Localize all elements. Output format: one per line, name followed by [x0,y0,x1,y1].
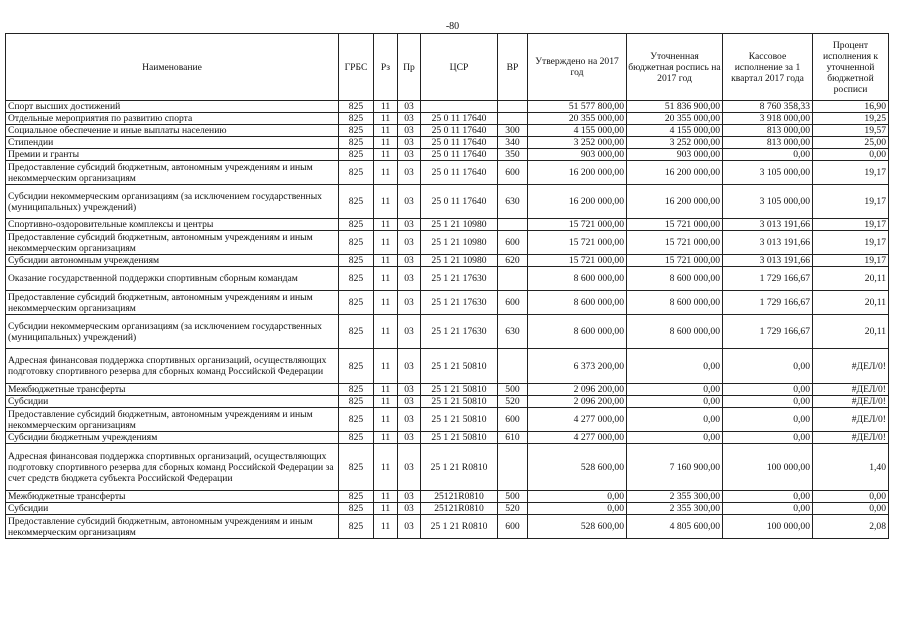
cell-approved: 15 721 000,00 [528,231,627,255]
cell-grbs: 825 [339,137,374,149]
cell-vr: 600 [498,161,528,185]
table-row [6,267,889,291]
cell-pr: 03 [398,291,421,315]
cell-rz: 11 [374,231,398,255]
cell-percent: #ДЕЛ/0! [813,384,889,396]
cell-name: Субсидии [6,396,339,408]
cell-percent: #ДЕЛ/0! [813,396,889,408]
cell-grbs: 825 [339,255,374,267]
cell-percent: 25,00 [813,137,889,149]
cell-name: Предоставление субсидий бюджетным, автономным учреждениям и иным некоммерческим организациям [6,231,339,255]
table-row [6,503,889,515]
cell-cash: 3 013 191,66 [723,255,813,267]
cell-percent: 20,11 [813,315,889,349]
cell-percent: 0,00 [813,149,889,161]
cell-pr: 03 [398,149,421,161]
cell-percent: 16,90 [813,101,889,113]
cell-cash: 0,00 [723,149,813,161]
table-row [6,444,889,491]
cell-approved: 2 096 200,00 [528,396,627,408]
cell-pr: 03 [398,113,421,125]
cell-approved: 20 355 000,00 [528,113,627,125]
cell-revised: 4 805 600,00 [627,515,723,539]
cell-approved: 8 600 000,00 [528,291,627,315]
cell-rz: 11 [374,149,398,161]
budget-table [5,33,889,539]
cell-vr: 340 [498,137,528,149]
cell-name: Субсидии бюджетным учреждениям [6,432,339,444]
table-row [6,255,889,267]
cell-name: Субсидии автономным учреждениям [6,255,339,267]
cell-cash: 3 013 191,66 [723,231,813,255]
cell-vr: 350 [498,149,528,161]
cell-cash: 3 013 191,66 [723,219,813,231]
cell-vr: 520 [498,396,528,408]
table-row [6,185,889,219]
cell-csr: 25 1 21 50810 [421,396,498,408]
cell-percent: 19,17 [813,219,889,231]
cell-approved: 0,00 [528,491,627,503]
cell-cash: 0,00 [723,432,813,444]
cell-pr: 03 [398,101,421,113]
cell-name: Предоставление субсидий бюджетным, автономным учреждениям и иным некоммерческим организациям [6,291,339,315]
cell-grbs: 825 [339,396,374,408]
cell-cash: 1 729 166,67 [723,267,813,291]
cell-percent: 20,11 [813,291,889,315]
header-csr: ЦСР [421,34,498,101]
cell-vr [498,444,528,491]
cell-name: Субсидии некоммерческим организациям (за исключением государственных (муниципальных) учреждений) [6,185,339,219]
table-row [6,137,889,149]
cell-approved: 15 721 000,00 [528,219,627,231]
cell-cash: 3 105 000,00 [723,185,813,219]
cell-csr: 25 0 11 17640 [421,137,498,149]
cell-pr: 03 [398,384,421,396]
cell-vr: 620 [498,255,528,267]
cell-revised: 8 600 000,00 [627,315,723,349]
cell-vr: 600 [498,291,528,315]
cell-grbs: 825 [339,444,374,491]
cell-approved: 8 600 000,00 [528,267,627,291]
cell-percent: #ДЕЛ/0! [813,349,889,384]
cell-name: Адресная финансовая поддержка спортивных организаций, осуществляющих подготовку спортивного резерва для сборных команд Российской Федерации [6,349,339,384]
cell-csr: 25 0 11 17640 [421,113,498,125]
cell-rz: 11 [374,491,398,503]
table-row [6,219,889,231]
cell-percent: 20,11 [813,267,889,291]
cell-rz: 11 [374,432,398,444]
cell-approved: 528 600,00 [528,515,627,539]
cell-vr: 500 [498,384,528,396]
cell-cash: 1 729 166,67 [723,291,813,315]
cell-revised: 0,00 [627,432,723,444]
cell-pr: 03 [398,515,421,539]
cell-percent: 0,00 [813,503,889,515]
header-row [6,34,889,101]
cell-grbs: 825 [339,432,374,444]
cell-revised: 16 200 000,00 [627,161,723,185]
table-row [6,161,889,185]
cell-rz: 11 [374,515,398,539]
cell-vr [498,219,528,231]
cell-name: Спорт высших достижений [6,101,339,113]
cell-csr: 25 0 11 17640 [421,125,498,137]
cell-pr: 03 [398,255,421,267]
cell-approved: 51 577 800,00 [528,101,627,113]
cell-name: Отдельные мероприятия по развитию спорта [6,113,339,125]
cell-csr: 25 1 21 50810 [421,384,498,396]
cell-rz: 11 [374,113,398,125]
cell-csr: 25 1 21 17630 [421,291,498,315]
cell-percent: 19,57 [813,125,889,137]
cell-csr: 25 1 21 R0810 [421,515,498,539]
cell-percent: #ДЕЛ/0! [813,432,889,444]
cell-vr: 500 [498,491,528,503]
cell-grbs: 825 [339,231,374,255]
cell-csr: 25 1 21 17630 [421,315,498,349]
cell-approved: 528 600,00 [528,444,627,491]
cell-approved: 0,00 [528,503,627,515]
cell-revised: 0,00 [627,408,723,432]
cell-revised: 2 355 300,00 [627,491,723,503]
cell-grbs: 825 [339,219,374,231]
cell-cash: 0,00 [723,396,813,408]
cell-pr: 03 [398,231,421,255]
cell-rz: 11 [374,125,398,137]
cell-cash: 813 000,00 [723,137,813,149]
cell-approved: 4 277 000,00 [528,432,627,444]
cell-revised: 0,00 [627,396,723,408]
cell-grbs: 825 [339,503,374,515]
cell-csr: 25 1 21 50810 [421,432,498,444]
cell-cash: 0,00 [723,491,813,503]
cell-pr: 03 [398,125,421,137]
table-row [6,349,889,384]
cell-name: Адресная финансовая поддержка спортивных организаций, осуществляющих подготовку спортивного резерва для сборных команд Российской Федерации за счет средств бюджета субъекта Российской Федерации [6,444,339,491]
header-pr: Пр [398,34,421,101]
cell-pr: 03 [398,315,421,349]
table-row [6,491,889,503]
cell-percent: 19,17 [813,231,889,255]
header-percent: Процент исполнения к уточненной бюджетной росписи [813,34,889,101]
cell-vr [498,349,528,384]
cell-grbs: 825 [339,384,374,396]
cell-pr: 03 [398,219,421,231]
cell-grbs: 825 [339,125,374,137]
header-rz: Рз [374,34,398,101]
cell-name: Предоставление субсидий бюджетным, автономным учреждениям и иным некоммерческим организациям [6,408,339,432]
cell-vr: 520 [498,503,528,515]
cell-vr [498,113,528,125]
cell-rz: 11 [374,315,398,349]
header-cash: Кассовое исполнение за 1 квартал 2017 года [723,34,813,101]
cell-cash: 3 918 000,00 [723,113,813,125]
cell-rz: 11 [374,384,398,396]
cell-pr: 03 [398,396,421,408]
cell-cash: 0,00 [723,349,813,384]
cell-name: Премии и гранты [6,149,339,161]
cell-pr: 03 [398,161,421,185]
header-vr: ВР [498,34,528,101]
cell-name: Оказание государственной поддержки спортивным сборным командам [6,267,339,291]
cell-cash: 0,00 [723,503,813,515]
cell-cash: 0,00 [723,408,813,432]
cell-revised: 3 252 000,00 [627,137,723,149]
cell-csr: 25 1 21 10980 [421,219,498,231]
cell-approved: 15 721 000,00 [528,255,627,267]
cell-revised: 0,00 [627,384,723,396]
cell-pr: 03 [398,137,421,149]
cell-rz: 11 [374,444,398,491]
cell-revised: 15 721 000,00 [627,255,723,267]
cell-vr [498,101,528,113]
cell-grbs: 825 [339,491,374,503]
cell-csr: 25 1 21 17630 [421,267,498,291]
cell-revised: 15 721 000,00 [627,219,723,231]
cell-revised: 15 721 000,00 [627,231,723,255]
cell-approved: 4 277 000,00 [528,408,627,432]
cell-rz: 11 [374,219,398,231]
cell-grbs: 825 [339,408,374,432]
cell-grbs: 825 [339,185,374,219]
cell-cash: 3 105 000,00 [723,161,813,185]
cell-vr [498,267,528,291]
cell-vr: 630 [498,185,528,219]
cell-approved: 8 600 000,00 [528,315,627,349]
cell-vr: 300 [498,125,528,137]
header-name: Наименование [6,34,339,101]
table-row [6,291,889,315]
cell-grbs: 825 [339,161,374,185]
cell-pr: 03 [398,267,421,291]
table-row [6,125,889,137]
cell-csr: 25 1 21 10980 [421,255,498,267]
cell-percent: 19,17 [813,185,889,219]
cell-approved: 2 096 200,00 [528,384,627,396]
cell-revised: 51 836 900,00 [627,101,723,113]
header-revised: Уточненная бюджетная роспись на 2017 год [627,34,723,101]
cell-approved: 4 155 000,00 [528,125,627,137]
page-number: -80 [445,21,460,32]
cell-grbs: 825 [339,101,374,113]
table-row [6,408,889,432]
cell-cash: 813 000,00 [723,125,813,137]
cell-vr: 600 [498,515,528,539]
cell-approved: 903 000,00 [528,149,627,161]
cell-cash: 100 000,00 [723,444,813,491]
cell-rz: 11 [374,408,398,432]
cell-rz: 11 [374,101,398,113]
cell-name: Субсидии [6,503,339,515]
cell-grbs: 825 [339,515,374,539]
cell-vr: 610 [498,432,528,444]
cell-revised: 0,00 [627,349,723,384]
cell-name: Социальное обеспечение и иные выплаты населению [6,125,339,137]
table-row [6,432,889,444]
cell-rz: 11 [374,185,398,219]
cell-name: Субсидии некоммерческим организациям (за исключением государственных (муниципальных) учреждений) [6,315,339,349]
cell-csr: 25 0 11 17640 [421,185,498,219]
cell-csr: 25 1 21 R0810 [421,444,498,491]
cell-approved: 16 200 000,00 [528,185,627,219]
cell-revised: 4 155 000,00 [627,125,723,137]
cell-pr: 03 [398,491,421,503]
table-row [6,315,889,349]
cell-pr: 03 [398,444,421,491]
cell-revised: 903 000,00 [627,149,723,161]
cell-rz: 11 [374,396,398,408]
cell-percent: 19,17 [813,255,889,267]
table-row [6,113,889,125]
cell-approved: 16 200 000,00 [528,161,627,185]
cell-revised: 8 600 000,00 [627,291,723,315]
cell-csr: 25 0 11 17640 [421,149,498,161]
cell-name: Стипендии [6,137,339,149]
cell-grbs: 825 [339,113,374,125]
cell-grbs: 825 [339,291,374,315]
cell-csr: 25121R0810 [421,491,498,503]
table-row [6,396,889,408]
cell-cash: 0,00 [723,384,813,396]
cell-vr: 630 [498,315,528,349]
table-row [6,515,889,539]
cell-revised: 20 355 000,00 [627,113,723,125]
table-row [6,231,889,255]
cell-name: Межбюджетные трансферты [6,384,339,396]
cell-pr: 03 [398,185,421,219]
cell-percent: 0,00 [813,491,889,503]
table-row [6,384,889,396]
cell-rz: 11 [374,349,398,384]
cell-pr: 03 [398,408,421,432]
cell-pr: 03 [398,503,421,515]
cell-pr: 03 [398,349,421,384]
cell-cash: 100 000,00 [723,515,813,539]
cell-vr: 600 [498,408,528,432]
table-body [6,101,889,539]
cell-name: Спортивно-оздоровительные комплексы и центры [6,219,339,231]
cell-rz: 11 [374,503,398,515]
cell-cash: 8 760 358,33 [723,101,813,113]
cell-cash: 1 729 166,67 [723,315,813,349]
cell-approved: 3 252 000,00 [528,137,627,149]
cell-csr: 25 1 21 10980 [421,231,498,255]
cell-percent: 2,08 [813,515,889,539]
cell-rz: 11 [374,255,398,267]
table-row [6,101,889,113]
cell-percent: 1,40 [813,444,889,491]
cell-percent: #ДЕЛ/0! [813,408,889,432]
cell-percent: 19,17 [813,161,889,185]
cell-csr [421,101,498,113]
cell-csr: 25 0 11 17640 [421,161,498,185]
cell-rz: 11 [374,267,398,291]
cell-revised: 2 355 300,00 [627,503,723,515]
cell-grbs: 825 [339,267,374,291]
cell-vr: 600 [498,231,528,255]
cell-csr: 25 1 21 50810 [421,349,498,384]
cell-revised: 7 160 900,00 [627,444,723,491]
cell-name: Предоставление субсидий бюджетным, автономным учреждениям и иным некоммерческим организациям [6,161,339,185]
cell-revised: 16 200 000,00 [627,185,723,219]
cell-approved: 6 373 200,00 [528,349,627,384]
cell-pr: 03 [398,432,421,444]
cell-grbs: 825 [339,349,374,384]
header-approved: Утверждено на 2017 год [528,34,627,101]
cell-grbs: 825 [339,315,374,349]
table-row [6,149,889,161]
cell-name: Предоставление субсидий бюджетным, автономным учреждениям и иным некоммерческим организациям [6,515,339,539]
cell-name: Межбюджетные трансферты [6,491,339,503]
cell-rz: 11 [374,137,398,149]
cell-revised: 8 600 000,00 [627,267,723,291]
cell-grbs: 825 [339,149,374,161]
header-grbs: ГРБС [339,34,374,101]
cell-csr: 25 1 21 50810 [421,408,498,432]
cell-csr: 25121R0810 [421,503,498,515]
cell-percent: 19,25 [813,113,889,125]
cell-rz: 11 [374,291,398,315]
cell-rz: 11 [374,161,398,185]
